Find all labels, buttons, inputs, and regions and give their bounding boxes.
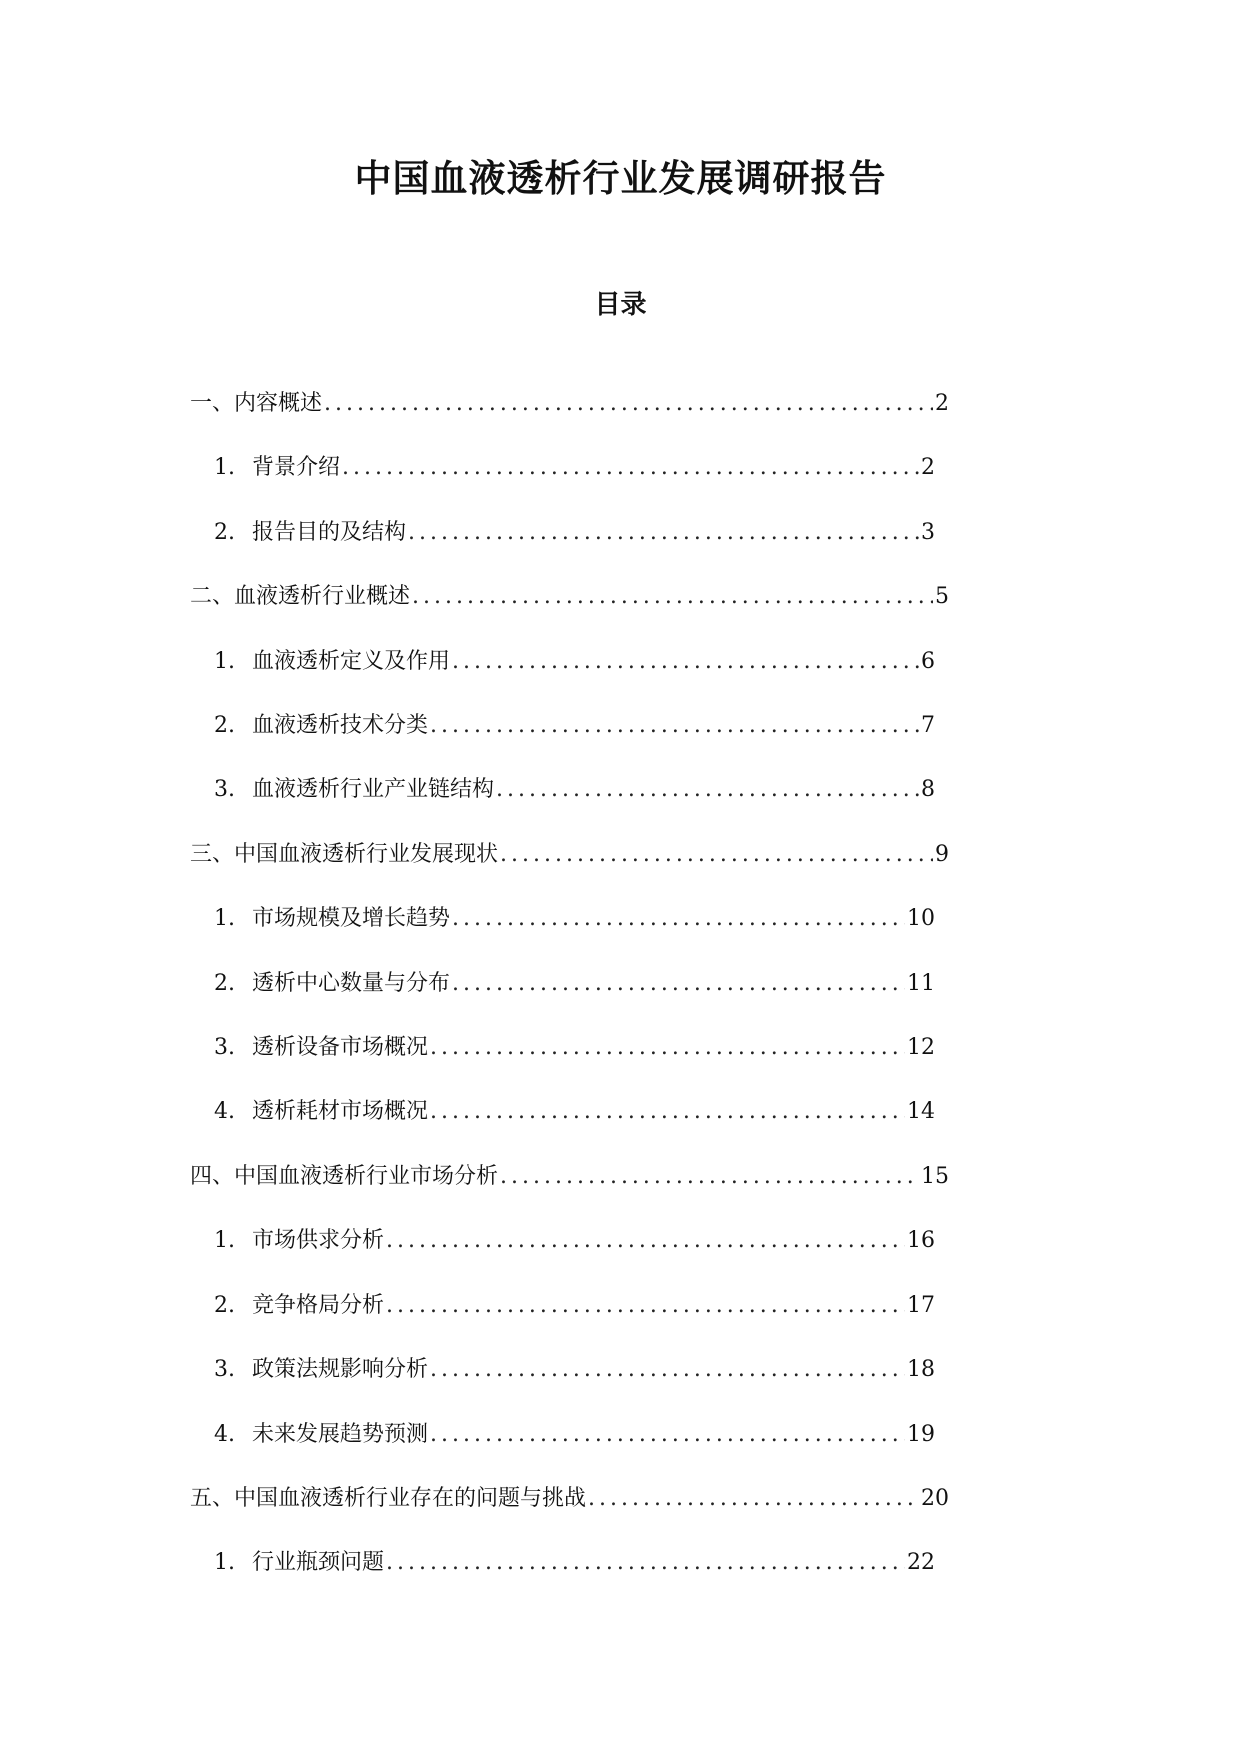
toc-entry-number: 4. (214, 1422, 235, 1447)
toc-leader-dots (430, 1096, 905, 1128)
document-title: 中国血液透析行业发展调研报告 (354, 156, 887, 200)
toc-entry-number: 2. (214, 713, 235, 738)
toc-entry[interactable] (190, 388, 949, 420)
toc-leader-dots (588, 1483, 919, 1515)
toc-entry[interactable] (190, 581, 949, 613)
toc-entry-text: 血液透析行业产业链结构 (252, 777, 495, 802)
toc-leader-dots (452, 968, 905, 1000)
toc-entry-text: 透析设备市场概况 (252, 1035, 429, 1060)
toc-entry-number: 2. (214, 1293, 235, 1318)
toc-leader-dots (496, 774, 919, 806)
toc-entry[interactable] (190, 839, 949, 871)
toc-entry[interactable] (214, 646, 935, 678)
toc-entry[interactable] (214, 1547, 935, 1579)
toc-leader-dots (386, 1290, 905, 1322)
toc-entry-number: 1. (214, 649, 235, 674)
toc-entry-number: 2. (214, 520, 235, 545)
toc-entry[interactable] (214, 1419, 935, 1451)
toc-entry[interactable] (190, 1161, 949, 1193)
toc-entry-text: 透析耗材市场概况 (252, 1099, 429, 1124)
toc-entry[interactable] (214, 1032, 935, 1064)
toc-entry-number: 4. (214, 1099, 235, 1124)
toc-entry-number: 1. (214, 455, 235, 480)
toc-entry[interactable] (214, 774, 935, 806)
toc-entry-text: 背景介绍 (252, 455, 341, 480)
toc-entry-number: 1. (214, 1550, 235, 1575)
toc-leader-dots (430, 1419, 905, 1451)
toc-page-number: 7 (921, 713, 935, 738)
toc-entry[interactable] (190, 1483, 949, 1515)
toc-leader-dots (430, 1354, 905, 1386)
toc-leader-dots (430, 710, 919, 742)
toc-leader-dots (408, 517, 919, 549)
toc-entry-text: 市场供求分析 (252, 1228, 385, 1253)
toc-entry-text: 未来发展趋势预测 (252, 1422, 429, 1447)
toc-page-number: 2 (935, 391, 949, 416)
toc-leader-dots (386, 1547, 905, 1579)
toc-page-number: 3 (921, 520, 935, 545)
toc-entry-text: 二、血液透析行业概述 (190, 584, 411, 609)
toc-entry-text: 政策法规影响分析 (252, 1357, 429, 1382)
toc-entry-text: 三、中国血液透析行业发展现状 (190, 842, 499, 867)
toc-entry-text: 行业瓶颈问题 (252, 1550, 385, 1575)
toc-entry-number: 2. (214, 971, 235, 996)
toc-entry[interactable] (214, 517, 935, 549)
toc-page-number: 16 (907, 1228, 935, 1253)
toc-entry-number: 3. (214, 777, 235, 802)
toc-page-number: 20 (921, 1486, 949, 1511)
toc-entry[interactable] (214, 710, 935, 742)
toc-leader-dots (430, 1032, 905, 1064)
toc-leader-dots (500, 1161, 919, 1193)
toc-entry[interactable] (214, 1354, 935, 1386)
toc-leader-dots (342, 452, 919, 484)
toc-entry-text: 血液透析技术分类 (252, 713, 429, 738)
toc-entry-text: 透析中心数量与分布 (252, 971, 451, 996)
toc-entry-text: 血液透析定义及作用 (252, 649, 451, 674)
toc-leader-dots (452, 903, 905, 935)
toc-page-number: 9 (935, 842, 949, 867)
toc-entry-number: 3. (214, 1035, 235, 1060)
toc-entry[interactable] (214, 452, 935, 484)
toc-entry-text: 报告目的及结构 (252, 520, 407, 545)
toc-entry-text: 五、中国血液透析行业存在的问题与挑战 (190, 1486, 587, 1511)
toc-page-number: 6 (921, 649, 935, 674)
toc-page-number: 15 (921, 1164, 949, 1189)
toc-entry-number: 3. (214, 1357, 235, 1382)
toc-entry-number: 1. (214, 1228, 235, 1253)
toc-entry[interactable] (214, 1290, 935, 1322)
toc-entry[interactable] (214, 1096, 935, 1128)
toc-page-number: 2 (921, 455, 935, 480)
toc-leader-dots (452, 646, 919, 678)
toc-page-number: 12 (907, 1035, 935, 1060)
toc-page-number: 8 (921, 777, 935, 802)
toc-leader-dots (324, 388, 933, 420)
toc-page-number: 17 (907, 1293, 935, 1318)
toc-entry[interactable] (214, 903, 935, 935)
toc-entry-number: 1. (214, 906, 235, 931)
toc-entry-text: 竞争格局分析 (252, 1293, 385, 1318)
toc-leader-dots (412, 581, 933, 613)
toc-page-number: 22 (907, 1550, 935, 1575)
toc-page-number: 5 (935, 584, 949, 609)
toc-page-number: 11 (907, 971, 935, 996)
toc-entry-text: 一、内容概述 (190, 391, 323, 416)
toc-entry-text: 市场规模及增长趋势 (252, 906, 451, 931)
toc-heading: 目录 (594, 290, 647, 320)
toc-entry[interactable] (214, 968, 935, 1000)
toc-page-number: 10 (907, 906, 935, 931)
toc-leader-dots (500, 839, 933, 871)
toc-entry-text: 四、中国血液透析行业市场分析 (190, 1164, 499, 1189)
toc-entry[interactable] (214, 1225, 935, 1257)
toc-leader-dots (386, 1225, 905, 1257)
toc-page-number: 18 (907, 1357, 935, 1382)
toc-page-number: 19 (907, 1422, 935, 1447)
toc-page-number: 14 (907, 1099, 935, 1124)
